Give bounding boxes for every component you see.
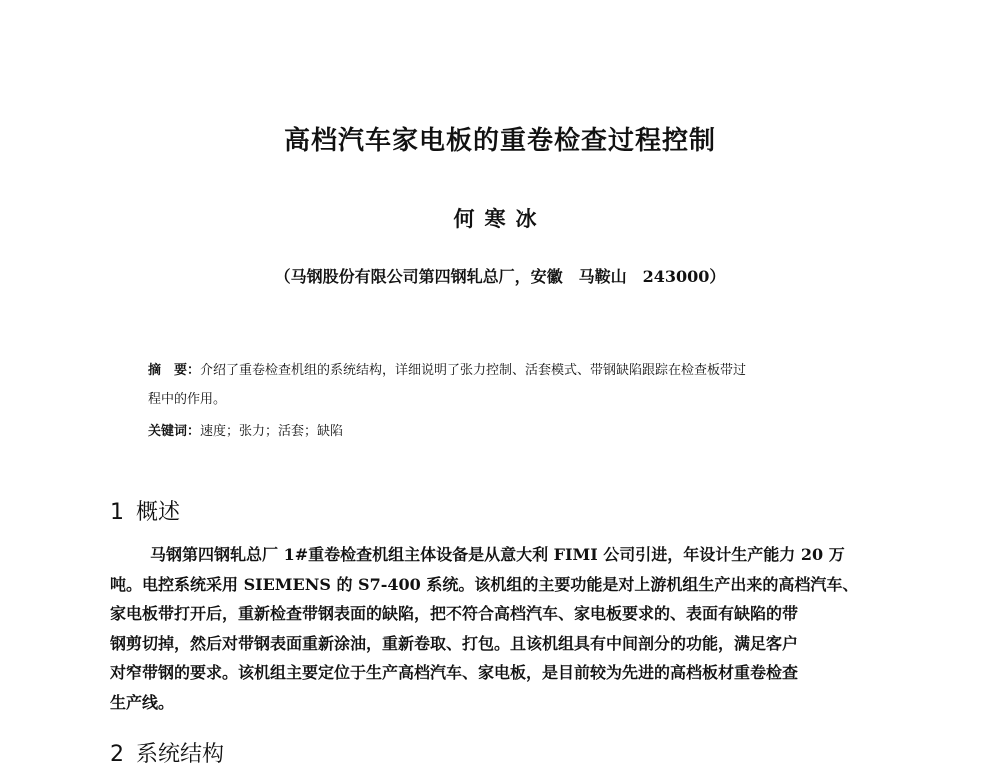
abstract-line-1 <box>148 356 868 385</box>
body-line: 对窄带钢的要求。该机组主要定位于生产高档汽车、家电板，是目前较为先进的高档板材重卷检查 <box>110 663 799 682</box>
keywords-block <box>148 420 868 439</box>
abstract-block <box>148 356 868 414</box>
section-number-1: 1 <box>110 500 124 525</box>
abstract-text-1: 介绍了重卷检查机组的系统结构，详细说明了张力控制、活套模式、带钢缺陷跟踪在检查板带过 <box>200 363 747 378</box>
paper-title: 高档汽车家电板的重卷检查过程控制 <box>283 126 716 156</box>
keywords-label: 关键词： <box>148 424 201 439</box>
body-line: 生产线。 <box>110 692 175 712</box>
abstract-line-2 <box>148 385 868 414</box>
section-1-body <box>110 540 890 717</box>
body-line: 钢剪切掉，然后对带钢表面重新涂油，重新卷取、打包。且该机组具有中间剖分的功能，满足客户 <box>110 633 799 653</box>
body-line: 家电板带打开后，重新检查带钢表面的缺陷，把不符合高档汽车、家电板要求的、表面有缺陷的带 <box>110 604 799 623</box>
section-heading-2 <box>110 737 224 768</box>
author-affiliation: （马钢股份有限公司第四钢轧总厂，安徽 马鞍山 243000） <box>274 267 726 286</box>
section-number-2: 2 <box>110 742 124 767</box>
section-title-2: 系统结构 <box>136 742 225 767</box>
abstract-label: 摘 要： <box>148 363 201 378</box>
body-line: 马钢第四钢轧总厂 1#重卷检查机组主体设备是从意大利 FIMI 公司引进，年设计生产能力 20 万 <box>150 545 845 564</box>
section-heading-1 <box>110 495 180 526</box>
keywords-text: 速度；张力；活套；缺陷 <box>200 424 344 439</box>
body-line: 吨。电控系统采用 SIEMENS 的 S7-400 系统。该机组的主要功能是对上游机组生产出来的高档汽车、 <box>110 574 859 594</box>
abstract-text-2: 程中的作用。 <box>148 392 227 407</box>
section-title-1: 概述 <box>136 500 181 525</box>
author-name: 何寒冰 <box>453 206 547 231</box>
